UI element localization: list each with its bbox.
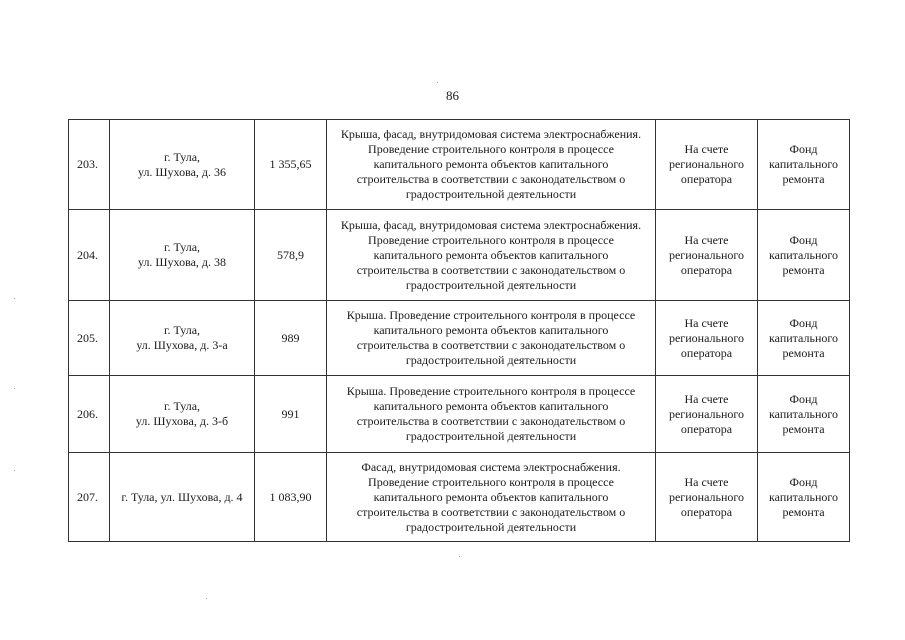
funding-source-cell	[758, 301, 850, 376]
table-row	[69, 376, 850, 453]
cell-text-line: капитального ремонта объектов капитального	[373, 489, 609, 504]
scan-speck	[14, 298, 15, 299]
account-cell	[656, 453, 758, 542]
cell-text-line: Фонд	[789, 391, 818, 406]
cell-text-line: капитального	[769, 489, 838, 504]
funding-source-cell	[758, 120, 850, 210]
cell-text-line: оператора	[680, 172, 733, 186]
table-row	[69, 301, 850, 376]
area-cell: 1 083,90	[255, 453, 327, 542]
cell-text-line: строительства в соответствии с законодательством о	[356, 338, 626, 352]
cell-text-line: г. Тула,	[163, 149, 201, 164]
account-cell	[656, 301, 758, 376]
cell-text-line: ремонта	[782, 345, 825, 360]
cell-text-line: Проведение строительного контроля в процессе	[368, 232, 614, 247]
cell-text-line: Фонд	[789, 474, 818, 489]
cell-text-line: На счете	[684, 142, 729, 156]
cell-text-line: градостроительной деятельности	[405, 429, 577, 443]
row-number-cell: 204.	[69, 210, 110, 301]
address-cell	[110, 301, 255, 376]
cell-text-line: Крыша, фасад, внутридомовая система электроснабжения.	[340, 127, 642, 141]
cell-text-line: градостроительной деятельности	[405, 277, 577, 292]
cell-text-line: г. Тула,	[163, 399, 201, 413]
cell-text-line: ремонта	[782, 421, 825, 436]
repair-registry-table	[68, 119, 850, 542]
cell-text-line: Крыша. Проведение строительного контроля в процессе	[346, 384, 636, 398]
cell-text-line: ремонта	[782, 172, 825, 186]
cell-text-line: Фонд	[789, 142, 818, 156]
scan-speck	[437, 82, 438, 83]
table-row	[69, 453, 850, 542]
cell-text-line: Крыша, фасад, внутридомовая система электроснабжения.	[340, 217, 642, 232]
cell-text-line: строительства в соответствии с законодательством о	[356, 414, 626, 428]
cell-text-line: градостроительной деятельности	[405, 353, 577, 367]
address-cell	[110, 120, 255, 210]
funding-source-cell	[758, 210, 850, 301]
cell-text-line: ул. Шухова, д. 3-а	[136, 338, 228, 352]
cell-text-line: капитального	[769, 406, 838, 421]
scan-speck	[14, 388, 15, 389]
funding-source-cell	[758, 376, 850, 453]
cell-text-line: градостроительной деятельности	[405, 519, 577, 534]
cell-text-line: капитального ремонта объектов капитального	[373, 323, 609, 337]
scan-speck	[459, 556, 460, 557]
cell-text-line: На счете	[684, 474, 729, 489]
cell-text-line: капитального ремонта объектов капитального	[373, 399, 609, 413]
row-number-cell: 206.	[69, 376, 110, 453]
area-cell: 1 355,65	[255, 120, 327, 210]
work-description-cell	[327, 301, 656, 376]
row-number-cell: 203.	[69, 120, 110, 210]
cell-text-line: капитального	[769, 330, 838, 345]
cell-text-line: капитального	[769, 247, 838, 262]
cell-text-line: Проведение строительного контроля в процессе	[368, 142, 614, 156]
area-cell: 578,9	[255, 210, 327, 301]
cell-text-line: регионального	[668, 330, 745, 345]
scan-speck	[14, 470, 15, 471]
cell-text-line: оператора	[680, 345, 733, 360]
address-cell	[110, 376, 255, 453]
cell-text-line: оператора	[680, 504, 733, 519]
cell-text-line: регионального	[668, 157, 745, 171]
cell-text-line: ул. Шухова, д. 3-б	[135, 414, 229, 428]
cell-text-line: ул. Шухова, д. 38	[137, 255, 227, 269]
cell-text-line: регионального	[668, 489, 745, 504]
area-cell: 991	[255, 376, 327, 453]
cell-text-line: г. Тула,	[163, 323, 201, 337]
cell-text-line: капитального	[769, 157, 838, 171]
cell-text-line: строительства в соответствии с законодательством о	[356, 262, 626, 277]
row-number-cell: 207.	[69, 453, 110, 542]
page-number: 86	[446, 88, 459, 103]
cell-text-line: ремонта	[782, 504, 825, 519]
cell-text-line: ремонта	[782, 262, 825, 277]
scan-speck	[206, 598, 207, 599]
work-description-cell	[327, 453, 656, 542]
cell-text-line: градостроительной деятельности	[405, 187, 577, 201]
account-cell	[656, 376, 758, 453]
cell-text-line: оператора	[680, 262, 733, 277]
work-description-cell	[327, 376, 656, 453]
cell-text-line: строительства в соответствии с законодательством о	[356, 172, 626, 186]
cell-text-line: На счете	[684, 315, 729, 330]
address-cell	[110, 210, 255, 301]
cell-text-line: г. Тула,	[163, 240, 201, 254]
account-cell	[656, 210, 758, 301]
cell-text-line: Проведение строительного контроля в процессе	[368, 474, 614, 489]
funding-source-cell	[758, 453, 850, 542]
work-description-cell	[327, 120, 656, 210]
cell-text-line: На счете	[684, 232, 729, 247]
cell-text-line: регионального	[668, 406, 745, 421]
cell-text-line: капитального ремонта объектов капитального	[373, 247, 609, 262]
address-cell	[110, 453, 255, 542]
cell-text-line: оператора	[680, 421, 733, 436]
cell-text-line: Фонд	[789, 232, 818, 247]
cell-text-line: строительства в соответствии с законодательством о	[356, 504, 626, 519]
cell-text-line: Крыша. Проведение строительного контроля в процессе	[346, 308, 636, 322]
cell-text-line: На счете	[684, 391, 729, 406]
table-row	[69, 120, 850, 210]
area-cell: 989	[255, 301, 327, 376]
cell-text-line: Фасад, внутридомовая система электроснабжения.	[361, 459, 621, 474]
cell-text-line: ул. Шухова, д. 36	[137, 164, 227, 179]
cell-text-line: г. Тула, ул. Шухова, д. 4	[121, 489, 243, 504]
cell-text-line: капитального ремонта объектов капитального	[373, 157, 609, 171]
cell-text-line: Фонд	[789, 315, 818, 330]
row-number-cell: 205.	[69, 301, 110, 376]
table-row	[69, 210, 850, 301]
work-description-cell	[327, 210, 656, 301]
account-cell	[656, 120, 758, 210]
cell-text-line: регионального	[668, 247, 745, 262]
